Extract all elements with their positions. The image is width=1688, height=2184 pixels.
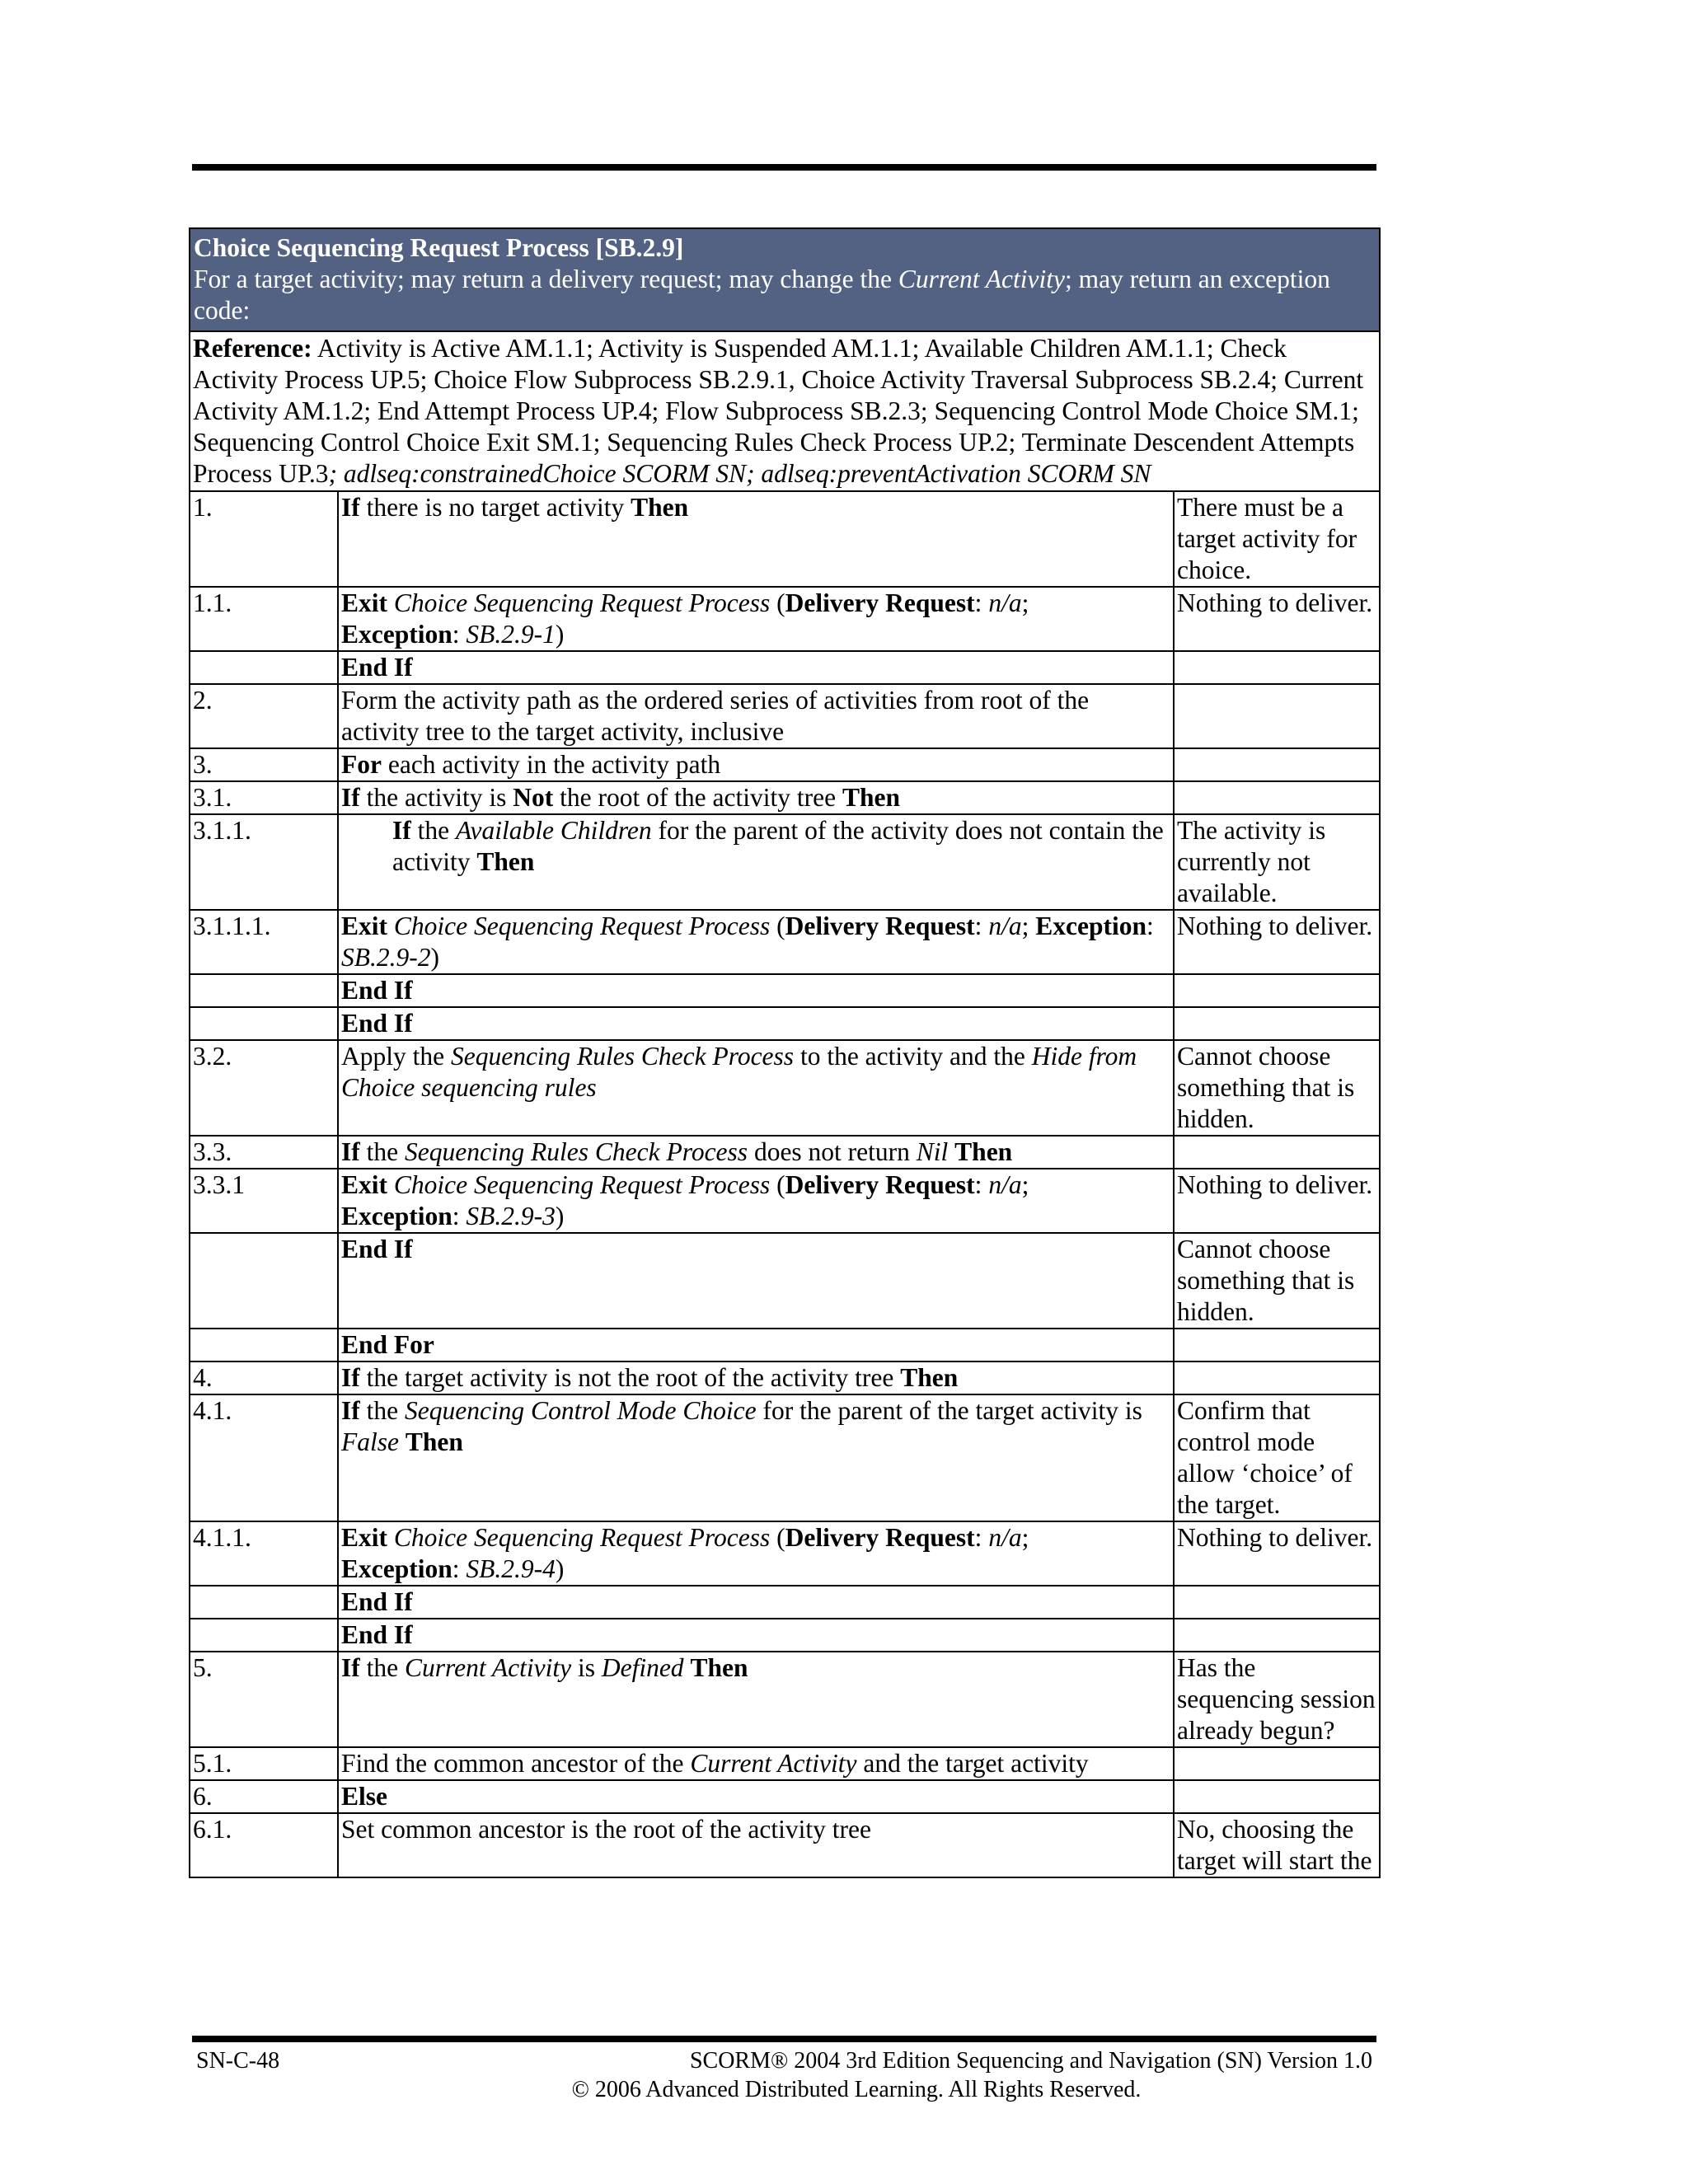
step-note [1174,684,1380,748]
process-description: For a target activity; may return a delivery request; may change the Current Activity; may return an exception code: [194,265,1330,325]
step-text: If there is no target activity Then [338,491,1174,587]
step-number: 5. [190,1652,338,1747]
step-note [1174,1780,1380,1813]
table-row [190,781,1380,814]
step-number: 3.1. [190,781,338,814]
table-row [190,1136,1380,1169]
table-row [190,1329,1380,1361]
step-note: Nothing to deliver. [1174,1169,1380,1233]
table-header [190,228,1380,331]
step-note [1174,781,1380,814]
step-text: End If [338,1007,1174,1040]
table-row [190,748,1380,781]
table-row [190,587,1380,651]
table-row [190,974,1380,1007]
step-note: Nothing to deliver. [1174,1521,1380,1586]
process-table [189,227,1381,1878]
step-number: 4.1. [190,1394,338,1521]
table-row [190,684,1380,748]
step-number: 3.1.1.1. [190,910,338,974]
step-text: If the activity is Not the root of the activity tree Then [338,781,1174,814]
table-row [190,1813,1380,1877]
table-row [190,814,1380,910]
copyright: © 2006 Advanced Distributed Learning. All Rights Reserved. [571,2077,1142,2102]
step-text: If the Sequencing Rules Check Process does not return Nil Then [338,1136,1174,1169]
step-note: Nothing to deliver. [1174,587,1380,651]
table-row [190,1586,1380,1619]
table-row [190,1040,1380,1136]
table-row [190,1394,1380,1521]
step-number: 3.3. [190,1136,338,1169]
table-row [190,1521,1380,1586]
table-row [190,1361,1380,1394]
step-text: Form the activity path as the ordered series of activities from root of the activity tree to the target activity, inclusive [338,684,1174,748]
header-rule [192,164,1376,171]
step-note: The activity is currently not available. [1174,814,1380,910]
step-number: 5.1. [190,1747,338,1780]
step-note: No, choosing the target will start the [1174,1813,1380,1877]
step-number: 1. [190,491,338,587]
step-note: Cannot choose something that is hidden. [1174,1040,1380,1136]
step-note [1174,1619,1380,1652]
table-header-row [190,228,1380,331]
step-number [190,651,338,684]
step-number [190,1586,338,1619]
step-number: 4. [190,1361,338,1394]
step-number: 3.2. [190,1040,338,1136]
step-note [1174,974,1380,1007]
step-note: Nothing to deliver. [1174,910,1380,974]
step-text: Exit Choice Sequencing Request Process (Delivery Request: n/a; Exception: SB.2.9-3) [338,1169,1174,1233]
step-note [1174,1361,1380,1394]
step-note [1174,651,1380,684]
reference-cell: Reference: Activity is Active AM.1.1; Activity is Suspended AM.1.1; Available Children AM.1.1; Check Activity Process UP.5; Choice Flow Subprocess SB.2.9.1, Choice Activity Traversal Subprocess SB.2.4; Current Activity AM.1.2; End Attempt Process UP.4; Flow Subprocess SB.2.3; Sequencing Control Mode Choice SM.1; Sequencing Control Choice Exit SM.1; Sequencing Rules Check Process UP.2; Terminate Descendent Attempts Process UP.3; adlseq:constrainedChoice SCORM SN; adlseq:preventActivation SCORM SN [190,331,1380,491]
reference-row [190,331,1380,491]
step-note: Confirm that control mode allow ‘choice’ of the target. [1174,1394,1380,1521]
step-note [1174,1747,1380,1780]
step-text: Else [338,1780,1174,1813]
step-text: Exit Choice Sequencing Request Process (Delivery Request: n/a; Exception: SB.2.9-2) [338,910,1174,974]
step-note [1174,1586,1380,1619]
step-text: End If [338,1586,1174,1619]
table-row [190,1652,1380,1747]
step-number: 3.1.1. [190,814,338,910]
step-note: Cannot choose something that is hidden. [1174,1233,1380,1329]
step-note [1174,1329,1380,1361]
table-row [190,910,1380,974]
step-number: 6. [190,1780,338,1813]
step-text: End For [338,1329,1174,1361]
table-row [190,1619,1380,1652]
step-text: Apply the Sequencing Rules Check Process to the activity and the Hide from Choice sequencing rules [338,1040,1174,1136]
step-number [190,1619,338,1652]
step-text: Exit Choice Sequencing Request Process (Delivery Request: n/a; Exception: SB.2.9-1) [338,587,1174,651]
document-title: SCORM® 2004 3rd Edition Sequencing and Navigation (SN) Version 1.0 [689,2048,1372,2074]
step-text: End If [338,651,1174,684]
table-row [190,1780,1380,1813]
step-number [190,1329,338,1361]
table-row [190,491,1380,587]
step-number: 4.1.1. [190,1521,338,1586]
step-text: If the Current Activity is Defined Then [338,1652,1174,1747]
step-text: If the Sequencing Control Mode Choice for the parent of the target activity is False Then [338,1394,1174,1521]
step-number: 3. [190,748,338,781]
step-number [190,1007,338,1040]
table-row [190,1233,1380,1329]
step-note: Has the sequencing session already begun? [1174,1652,1380,1747]
step-text: End If [338,1233,1174,1329]
footer-rule [192,2036,1376,2042]
step-number: 3.3.1 [190,1169,338,1233]
table-row [190,1007,1380,1040]
step-note [1174,748,1380,781]
process-title: Choice Sequencing Request Process [SB.2.9] [194,233,684,262]
step-text: End If [338,1619,1174,1652]
step-note [1174,1136,1380,1169]
step-number: 2. [190,684,338,748]
step-text: For each activity in the activity path [338,748,1174,781]
table-row [190,1747,1380,1780]
step-note: There must be a target activity for choice. [1174,491,1380,587]
table-row [190,1169,1380,1233]
step-text: Set common ancestor is the root of the activity tree [338,1813,1174,1877]
step-text: End If [338,974,1174,1007]
step-text: Exit Choice Sequencing Request Process (Delivery Request: n/a; Exception: SB.2.9-4) [338,1521,1174,1586]
page-number: SN-C-48 [196,2048,280,2074]
table-row [190,651,1380,684]
step-number: 1.1. [190,587,338,651]
step-text: If the target activity is not the root of the activity tree Then [338,1361,1174,1394]
step-text: Find the common ancestor of the Current Activity and the target activity [338,1747,1174,1780]
step-note [1174,1007,1380,1040]
step-number: 6.1. [190,1813,338,1877]
step-number [190,974,338,1007]
step-number [190,1233,338,1329]
step-text: If the Available Children for the parent of the activity does not contain the activity Then [338,814,1174,910]
